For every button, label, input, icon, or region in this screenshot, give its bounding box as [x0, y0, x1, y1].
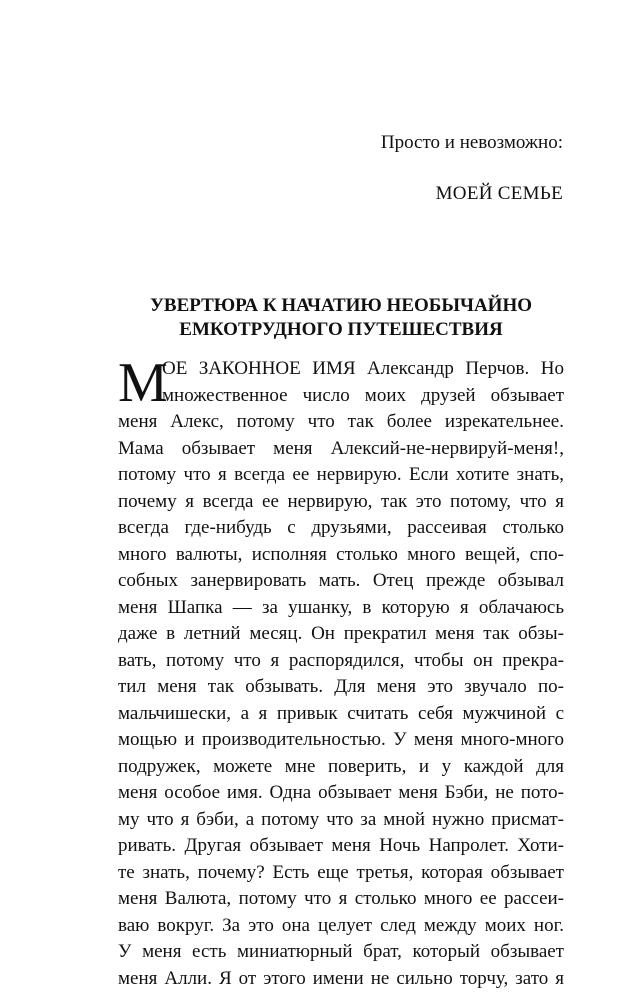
text-line: У меня есть миниатюрный брат, который обзывает	[118, 941, 564, 962]
chapter-title-line: УВЕРТЮРА К НАЧАТИЮ НЕОБЫЧАЙНО	[149, 295, 533, 316]
text-line: ОЕ ЗАКОННОЕ ИМЯ Александр Перчов. Но	[162, 358, 564, 379]
dedication: МОЕЙ СЕМЬЕ	[435, 183, 563, 204]
text-line: меня Алекс, потому что так более изрекательнее.	[118, 411, 564, 432]
text-line: меня особое имя. Одна обзывает меня Бэби, не пото-	[118, 782, 564, 803]
text-line: тил меня так обзывать. Для меня это звучало по-	[118, 676, 564, 697]
text-line: ваю вокруг. За это она целует след между моих ног.	[118, 914, 564, 936]
text-line: всегда где-нибудь с друзьями, рассеивая столько	[118, 517, 564, 538]
drop-cap: М	[118, 352, 168, 414]
body-text	[118, 352, 564, 992]
text-line: мощью и производительностью. У меня много-много	[118, 729, 564, 750]
text-line: меня Алли. Я от этого имени не сильно торчу, зато я	[118, 967, 564, 989]
text-line: почему я всегда ее нервирую, так это потому, что я	[118, 490, 564, 512]
text-line: множественное число моих друзей обзывает	[162, 384, 564, 406]
text-line: меня Валюта, потому что я столько много ее рассеи-	[118, 888, 564, 909]
chapter-title-line: ЕМКОТРУДНОГО ПУТЕШЕСТВИЯ	[179, 319, 503, 340]
text-line: Мама обзывает меня Алексий-не-нервируй-меня!,	[118, 437, 564, 459]
text-line: даже в летний месяц. Он прекратил меня так обзы-	[118, 623, 564, 644]
text-line: му что я бэби, а потому что за мной нужно присмат-	[118, 808, 564, 830]
text-line: подружек, можете мне поверить, и у каждой для	[118, 755, 564, 777]
text-line: собных занервировать мать. Отец прежде обзывал	[118, 570, 564, 591]
text-line: много валюты, исполняя столько много вещей, спо-	[118, 543, 564, 565]
text-line: те знать, почему? Есть еще третья, которая обзывает	[118, 861, 564, 883]
epigraph: Просто и невозможно:	[380, 132, 563, 153]
chapter-title	[118, 294, 564, 342]
text-line: потому что я всегда ее нервирую. Если хотите знать,	[118, 464, 564, 485]
text-line: ривать. Другая обзывает меня Ночь Напролет. Хоти-	[118, 835, 564, 856]
text-line: мальчишески, а я привык считать себя мужчиной с	[118, 702, 564, 724]
text-line: вать, потому что я распорядился, чтобы он прекра-	[118, 649, 564, 671]
text-line: меня Шапка — за ушанку, в которую я облачаюсь	[118, 596, 564, 618]
